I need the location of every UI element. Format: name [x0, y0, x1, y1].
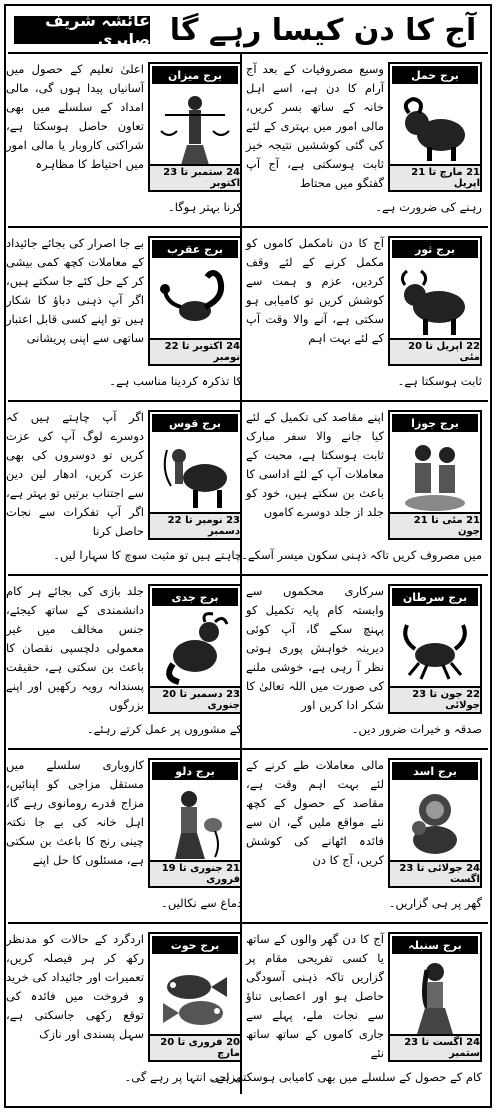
- forecast-text: آج کا دن گھر والوں کے ساتھ یا کسی تفریحی مقام پر گزاریں تاکہ ذہنی آسودگی حاصل ہو اور اعصابی تناؤ سے نجات ملے، پہلے سے جاری کاموں کے ساتھ ساتھ نئے: [246, 932, 384, 1060]
- forecast-tail: چاہتے ہیں تو مثبت سوچ کا سہارا لیں۔: [53, 548, 242, 562]
- sign-card: [148, 758, 242, 888]
- forecast-tail: ثابت ہوسکتا ہے۔: [397, 374, 482, 388]
- sign-dates: 23 نومبر تا 22 دسمبر: [150, 512, 240, 538]
- sign-name: برج سرطان: [392, 588, 478, 606]
- forecast-text: وسیع مصروفیات کے بعد آج آرام کا دن ہے، اسے اہل خانہ کے ساتھ بسر کریں، مالی امور میں بہتری کے لئے کی گئی کوششیں نتیجہ خیز ثابت ہوسکتی ہے، آج آپ گفتگو میں محتاط: [246, 62, 384, 190]
- forecast-text: سرکاری محکموں سے وابستہ کام پایہ تکمیل کو پہنچ سکے گا، آپ کوئی دیرینہ خواہش پوری ہوتی نظر آ رہی ہے، خوشی ملنے کی صورت میں اللہ تعالیٰ کا شکر ادا کریں اور: [246, 584, 384, 712]
- horoscope-entry: [248, 54, 488, 226]
- author-byline: عائشہ شریف صابری: [14, 16, 150, 44]
- horoscope-entry: [248, 576, 488, 748]
- sign-dates: 21 مارچ تا 21 اپریل: [390, 164, 480, 190]
- forecast-text: جلد بازی کی بجائے ہر کام دانشمندی کے ساتھ کیجئے، جنس مخالف میں غیر معمولی دلچسپی نقصان کا باعث بن سکتی ہے، حقیقت پسندانہ رویہ رکھیں اور اپنے بزرگوں: [6, 584, 144, 712]
- forecast-tail: گھر پر ہی گزاریں۔: [388, 896, 482, 910]
- sign-name: برج حوت: [152, 936, 238, 954]
- sign-dates: 22 جون تا 23 جولائی: [390, 686, 480, 712]
- sign-name: برج میزان: [152, 66, 238, 84]
- sign-card: [388, 410, 482, 540]
- forecast-tail: دماغ سے نکالیں۔: [161, 896, 242, 910]
- horoscope-entry: [8, 402, 248, 574]
- sign-card: [388, 584, 482, 714]
- horoscope-entry: [209, 924, 488, 1096]
- forecast-tail: رہنے کی ضرورت ہے۔: [375, 200, 482, 214]
- scales-icon: [158, 90, 232, 166]
- forecast-text: اعلیٰ تعلیم کے حصول میں آسانیاں پیدا ہوں گی، مالی امداد کے سلسلے میں بھی تعاون حاصل ہوسکتا ہے، شراکتی کاروبار یا مالی امور میں احتیاط کا مظاہرہ: [6, 62, 144, 171]
- page-title: آج کا دن کیسا رہے گا: [169, 12, 477, 48]
- sign-name: برج قوس: [152, 414, 238, 432]
- sign-name: برج حمل: [392, 66, 478, 84]
- lion-icon: [398, 786, 472, 862]
- forecast-text: کاروباری سلسلے میں مستقل مزاجی کو اپنائیں، مزاج قدرے رومانوی رہے گا، اہل خانہ کی بے جا نکتہ چینی رنج کا باعث بن سکتی ہے، مسئلوں کا حل اپنے: [6, 758, 144, 867]
- sign-dates: 24 جولائی تا 23 اگست: [390, 860, 480, 886]
- horoscope-entry: [248, 750, 488, 922]
- sign-name: برج دلو: [152, 762, 238, 780]
- forecast-text: مالی معاملات طے کرنے کے لئے بہت اہم وقت ہے، مقاصد کے حصول کے کچھ نئے مواقع ملیں گے، ان سے فائدہ اٹھانے کی کوشش کریں، آج کا دن: [246, 758, 384, 867]
- sign-dates: 20 فروری تا 20 مارچ: [150, 1034, 240, 1060]
- forecast-text: اردگرد کے حالات کو مدنظر رکھ کر ہر فیصلہ کریں، تعمیرات اور جائیداد کی خرید و فروخت میں فائدہ کی توقع رکھی جاسکتی ہے، سہل پسندی اور نازک: [6, 932, 144, 1041]
- sign-dates: 22 اپریل تا 20 مئی: [390, 338, 480, 364]
- horoscope-entry: [8, 750, 248, 922]
- forecast-tail: کا تذکرہ کردینا مناسب ہے۔: [109, 374, 242, 388]
- sign-card: [148, 236, 242, 366]
- sign-card: [388, 236, 482, 366]
- horoscope-entry: [8, 924, 248, 1096]
- horoscope-entry: [8, 54, 248, 226]
- sign-dates: 24 ستمبر تا 23 اکتوبر: [150, 164, 240, 190]
- forecast-text: اپنے مقاصد کی تکمیل کے لئے کیا جانے والا سفر مبارک ثابت ہوسکتا ہے، محبت کے معاملات آپ کے لئے اداسی کا باعث بن سکتے ہیں، خود کو جلد از جلد دوسرے کاموں: [246, 410, 384, 519]
- sign-card: [148, 410, 242, 540]
- sign-card: [148, 932, 242, 1062]
- forecast-tail: کے مشوروں پر عمل کرتے رہئے۔: [86, 722, 242, 736]
- sign-card: [388, 62, 482, 192]
- twins-icon: [398, 438, 472, 514]
- sign-name: برج جوزا: [392, 414, 478, 432]
- sign-card: [388, 758, 482, 888]
- horoscope-entry: [8, 228, 248, 400]
- archer-icon: [158, 438, 232, 514]
- header: [8, 10, 488, 50]
- bull-icon: [398, 264, 472, 340]
- ram-icon: [398, 90, 472, 166]
- forecast-text: آج کا دن نامکمل کاموں کو مکمل کرنے کے لئے وقف کردیں، عزم و ہمت سے کوشش کریں تو کامیابی ہو سکتی ہے، آنے والا وقت آپ کے لئے بہت اہم: [246, 236, 384, 345]
- sign-dates: 21 جنوری تا 19 فروری: [150, 860, 240, 886]
- horoscope-entry: [248, 228, 488, 400]
- horoscope-entry: [241, 402, 488, 574]
- forecast-tail: کام کے حصول کے سلسلے میں بھی کامیابی ہوسکتی ہے۔: [209, 1070, 482, 1084]
- crab-icon: [398, 612, 472, 688]
- forecast-tail: مزاجی انتہا پر رہے گی۔: [124, 1070, 242, 1084]
- forecast-text: اگر آپ چاہتے ہیں کہ دوسرے لوگ آپ کی عزت کریں تو دوسروں کی بھی عزت کریں، ادھار لین دین سے اجتناب برتیں تو بہتر ہے، اگر آپ تفکرات سے نجات حاصل کرنا: [6, 410, 144, 538]
- sign-dates: 24 اکتوبر تا 22 نومبر: [150, 338, 240, 364]
- sign-name: برج سنبلہ: [392, 936, 478, 954]
- forecast-tail: میں مصروف کریں تاکہ ذہنی سکون میسر آسکے۔: [241, 548, 482, 562]
- horoscope-entry: [8, 576, 248, 748]
- fish-icon: [158, 960, 232, 1036]
- virgin-icon: [398, 960, 472, 1036]
- sign-card: [148, 62, 242, 192]
- forecast-tail: صدقہ و خیرات ضرور دیں۔: [351, 722, 482, 736]
- sign-name: برج عقرب: [152, 240, 238, 258]
- scorpion-icon: [158, 264, 232, 340]
- forecast-tail: کرنا بہتر ہوگا۔: [168, 200, 242, 214]
- sign-dates: 24 اگست تا 23 ستمبر: [390, 1034, 480, 1060]
- goat-icon: [158, 612, 232, 688]
- sign-card: [148, 584, 242, 714]
- sign-name: برج اسد: [392, 762, 478, 780]
- sign-dates: 21 مئی تا 21 جون: [390, 512, 480, 538]
- sign-card: [388, 932, 482, 1062]
- sign-name: برج ثور: [392, 240, 478, 258]
- water-bearer-icon: [158, 786, 232, 862]
- forecast-text: بے جا اصرار کی بجائے جائیداد کے معاملات کچھ کمی بیشی کر کے حل کئے جا سکتے ہیں، اگر آپ ذہنی دباؤ کا شکار ہیں تو اپنے کسی قابل اعتبار ساتھی سے اپنی پریشانی: [6, 236, 144, 345]
- sign-dates: 23 دسمبر تا 20 جنوری: [150, 686, 240, 712]
- sign-name: برج جدی: [152, 588, 238, 606]
